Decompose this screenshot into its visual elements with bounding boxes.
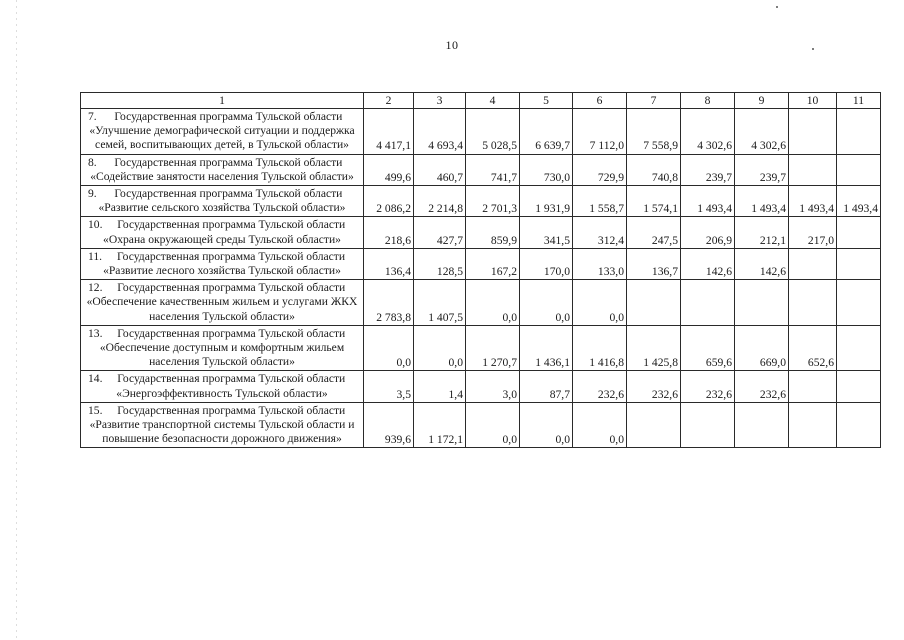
row-number: 13. (88, 326, 103, 340)
row-number: 10. (88, 218, 103, 232)
value-cell: 499,6 (364, 154, 414, 185)
budget-table (80, 92, 881, 448)
value-cell: 232,6 (681, 371, 735, 402)
program-name: Государственная программа Тульской области «Развитие транспортной системы Тульской области и повышение безопасности дорожного движения» (89, 403, 355, 446)
value-cell: 0,0 (466, 402, 520, 448)
header-cell: 8 (681, 93, 735, 109)
value-cell: 0,0 (520, 402, 573, 448)
value-cell: 4 302,6 (735, 109, 789, 155)
table-row (81, 371, 881, 402)
row-number: 15. (88, 403, 103, 417)
value-cell: 1 493,4 (681, 186, 735, 217)
value-cell: 128,5 (414, 248, 466, 279)
value-cell: 1 493,4 (735, 186, 789, 217)
value-cell: 312,4 (573, 217, 627, 248)
value-cell: 1 558,7 (573, 186, 627, 217)
value-cell: 659,6 (681, 325, 735, 371)
value-cell (837, 248, 881, 279)
value-cell: 142,6 (735, 248, 789, 279)
row-number: 7. (88, 110, 97, 123)
value-cell: 0,0 (414, 325, 466, 371)
header-cell: 3 (414, 93, 466, 109)
value-cell: 1 416,8 (573, 325, 627, 371)
value-cell (627, 402, 681, 448)
header-cell: 7 (627, 93, 681, 109)
value-cell (735, 402, 789, 448)
value-cell: 239,7 (681, 154, 735, 185)
value-cell (789, 109, 837, 155)
value-cell: 652,6 (789, 325, 837, 371)
value-cell (837, 371, 881, 402)
header-cell: 11 (837, 93, 881, 109)
program-name: Государственная программа Тульской области «Развитие сельского хозяйства Тульской области» (98, 187, 346, 215)
program-name: Государственная программа Тульской области «Развитие лесного хозяйства Тульской области» (103, 249, 346, 278)
row-number: 8. (88, 155, 97, 169)
value-cell: 136,4 (364, 248, 414, 279)
header-row (81, 93, 881, 109)
header-cell: 9 (735, 93, 789, 109)
value-cell: 0,0 (573, 402, 627, 448)
value-cell: 5 028,5 (466, 109, 520, 155)
value-cell: 0,0 (520, 280, 573, 326)
value-cell: 6 639,7 (520, 109, 573, 155)
scan-margin-line (16, 0, 17, 640)
program-name: Государственная программа Тульской области «Охрана окружающей среды Тульской области» (103, 218, 346, 246)
value-cell: 4 302,6 (681, 109, 735, 155)
table-row (81, 325, 881, 371)
row-number: 14. (88, 372, 103, 386)
header-cell: 4 (466, 93, 520, 109)
program-name: Государственная программа Тульской области «Улучшение демографической ситуации и поддержка семей, воспитывающих детей, в Тульской области» (89, 110, 355, 152)
value-cell: 1 172,1 (414, 402, 466, 448)
program-name: Государственная программа Тульской области «Энергоэффективность Тульской области» (116, 372, 346, 400)
value-cell: 2 086,2 (364, 186, 414, 217)
value-cell: 4 417,1 (364, 109, 414, 155)
header-cell: 6 (573, 93, 627, 109)
program-name-cell (81, 402, 364, 448)
value-cell (789, 154, 837, 185)
value-cell: 1,4 (414, 371, 466, 402)
program-name-cell (81, 280, 364, 326)
value-cell: 427,7 (414, 217, 466, 248)
program-name-cell (81, 371, 364, 402)
value-cell (681, 280, 735, 326)
table-row (81, 402, 881, 448)
value-cell: 669,0 (735, 325, 789, 371)
header-cell: 5 (520, 93, 573, 109)
value-cell: 7 112,0 (573, 109, 627, 155)
value-cell (681, 402, 735, 448)
value-cell: 939,6 (364, 402, 414, 448)
header-cell: 10 (789, 93, 837, 109)
value-cell: 1 270,7 (466, 325, 520, 371)
value-cell: 247,5 (627, 217, 681, 248)
value-cell: 3,0 (466, 371, 520, 402)
value-cell: 1 574,1 (627, 186, 681, 217)
value-cell: 1 436,1 (520, 325, 573, 371)
program-name: Государственная программа Тульской области «Обеспечение доступным и комфортным жильем населения Тульской области» (99, 326, 346, 369)
program-name-cell (81, 217, 364, 248)
scan-speck (776, 6, 778, 8)
value-cell (789, 371, 837, 402)
value-cell: 167,2 (466, 248, 520, 279)
value-cell: 133,0 (573, 248, 627, 279)
value-cell: 729,9 (573, 154, 627, 185)
value-cell (789, 402, 837, 448)
value-cell: 0,0 (466, 280, 520, 326)
program-name: Государственная программа Тульской области «Содействие занятости населения Тульской области» (90, 155, 354, 183)
value-cell: 1 493,4 (789, 186, 837, 217)
value-cell: 170,0 (520, 248, 573, 279)
value-cell (837, 280, 881, 326)
value-cell: 1 425,8 (627, 325, 681, 371)
value-cell: 1 931,9 (520, 186, 573, 217)
header-cell: 1 (81, 93, 364, 109)
value-cell: 460,7 (414, 154, 466, 185)
value-cell: 740,8 (627, 154, 681, 185)
value-cell: 0,0 (364, 325, 414, 371)
table-row (81, 217, 881, 248)
value-cell: 0,0 (573, 280, 627, 326)
value-cell: 2 214,8 (414, 186, 466, 217)
value-cell: 341,5 (520, 217, 573, 248)
value-cell (837, 154, 881, 185)
table-row (81, 109, 881, 155)
value-cell: 212,1 (735, 217, 789, 248)
table-body (81, 109, 881, 448)
value-cell: 239,7 (735, 154, 789, 185)
value-cell: 7 558,9 (627, 109, 681, 155)
program-name-cell (81, 109, 364, 155)
program-name: Государственная программа Тульской области «Обеспечение качественным жильем и услугами ЖКХ населения Тульской области» (86, 281, 358, 323)
value-cell (837, 217, 881, 248)
page-number: 10 (445, 38, 459, 52)
value-cell: 2 701,3 (466, 186, 520, 217)
program-name-cell (81, 248, 364, 279)
value-cell: 232,6 (735, 371, 789, 402)
value-cell (735, 280, 789, 326)
value-cell: 87,7 (520, 371, 573, 402)
value-cell: 859,9 (466, 217, 520, 248)
table-row (81, 154, 881, 185)
value-cell: 136,7 (627, 248, 681, 279)
value-cell: 1 493,4 (837, 186, 881, 217)
value-cell (789, 248, 837, 279)
value-cell (627, 280, 681, 326)
table-row (81, 248, 881, 279)
value-cell (837, 402, 881, 448)
value-cell: 730,0 (520, 154, 573, 185)
table-header (81, 93, 881, 109)
value-cell: 142,6 (681, 248, 735, 279)
value-cell: 232,6 (573, 371, 627, 402)
value-cell: 3,5 (364, 371, 414, 402)
program-name-cell (81, 325, 364, 371)
value-cell: 741,7 (466, 154, 520, 185)
program-name-cell (81, 154, 364, 185)
value-cell: 232,6 (627, 371, 681, 402)
program-name-cell (81, 186, 364, 217)
value-cell: 2 783,8 (364, 280, 414, 326)
table-row (81, 280, 881, 326)
row-number: 11. (88, 249, 103, 263)
value-cell: 206,9 (681, 217, 735, 248)
value-cell: 4 693,4 (414, 109, 466, 155)
value-cell: 218,6 (364, 217, 414, 248)
value-cell: 1 407,5 (414, 280, 466, 326)
value-cell: 217,0 (789, 217, 837, 248)
table-row (81, 186, 881, 217)
row-number: 12. (88, 281, 103, 295)
row-number: 9. (88, 187, 97, 201)
value-cell (789, 280, 837, 326)
value-cell (837, 109, 881, 155)
header-cell: 2 (364, 93, 414, 109)
value-cell (837, 325, 881, 371)
